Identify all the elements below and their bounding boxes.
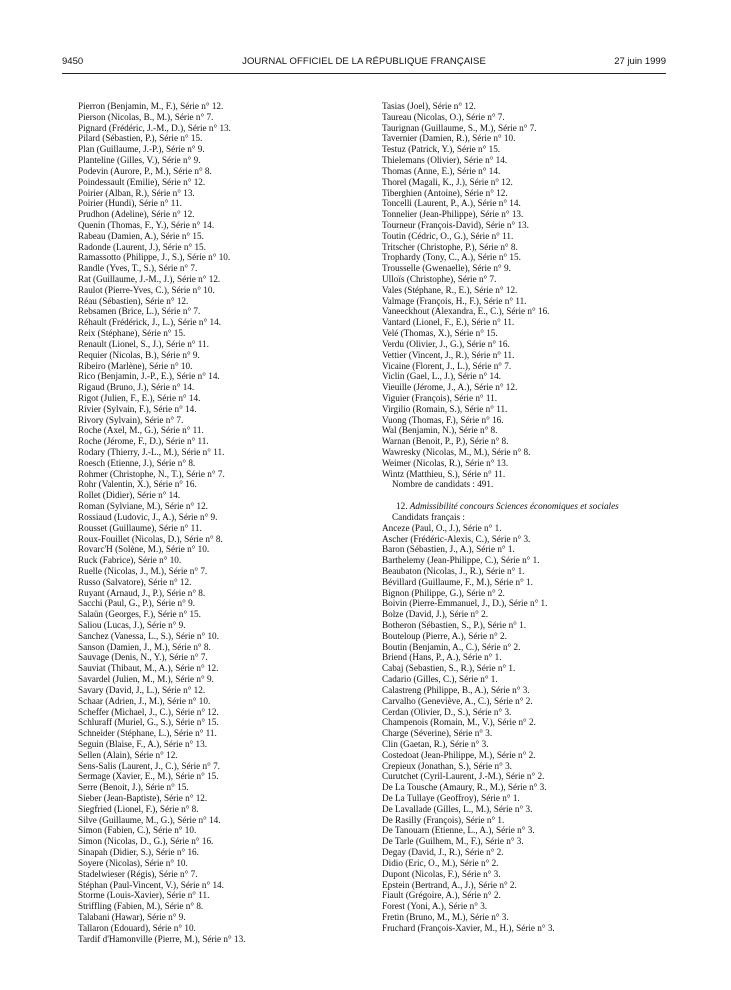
candidate-entry: Sauviat (Thibaut, M., A.), Série n° 12. bbox=[78, 663, 219, 674]
candidate-entry: Siegfried (Lionel, F.), Série n° 8. bbox=[78, 803, 199, 814]
candidate-entry: Degay (David, J., R.), Série n° 2. bbox=[382, 847, 504, 858]
candidate-entry: Didio (Eric, O., M.), Série n° 2. bbox=[382, 857, 499, 868]
left-column bbox=[78, 101, 354, 944]
candidate-entry: Ruelle (Nicolas, J., M.), Série n° 7. bbox=[78, 565, 208, 576]
candidate-entry: Rodary (Thierry, J.-L., M.), Série n° 11. bbox=[78, 447, 225, 457]
candidate-entry: Simon (Fabien, C.), Série n° 10. bbox=[78, 825, 197, 836]
candidate-entry: Quenin (Thomas, F., Y.), Série n° 14. bbox=[78, 219, 215, 230]
candidate-entry: Pilard (Sébastien, P.), Série n° 15. bbox=[78, 133, 203, 144]
candidate-entry: Toutin (Cédric, O., G.), Série n° 11. bbox=[382, 230, 514, 241]
candidate-entry: Planteline (Gilles, V.), Série n° 9. bbox=[78, 155, 201, 166]
candidate-entry: Vicaine (Florent, J., L.), Série n° 7. bbox=[382, 360, 512, 371]
candidate-entry: Pierron (Benjamin, M., F.), Série n° 12. bbox=[78, 101, 224, 111]
candidate-entry: Seguin (Blaise, F., A.), Série n° 13. bbox=[78, 738, 208, 749]
candidate-entry: Thielemans (Olivier), Série n° 14. bbox=[382, 155, 508, 166]
candidate-entry: Ulloïs (Christophe), Série n° 7. bbox=[382, 274, 497, 284]
candidate-entry: Roux-Fouillet (Nicolas, D.), Série n° 8. bbox=[78, 533, 223, 544]
candidate-entry: Pignard (Frédéric, J.-M., D.), Série n° 13. bbox=[78, 122, 231, 133]
candidate-entry: Roesch (Etienne, J.), Série n° 8. bbox=[78, 457, 196, 468]
candidate-entry: Sauvage (Denis, N., Y.), Série n° 7. bbox=[78, 652, 208, 663]
candidate-entry: Rat (Guillaume, J.-M., J.), Série n° 12. bbox=[78, 274, 221, 284]
candidate-entry: Viguier (François), Série n° 11. bbox=[382, 392, 498, 403]
candidate-entry: Tritscher (Christophe, P.), Série n° 8. bbox=[382, 241, 518, 252]
candidate-entry: Thomas (Anne, E.), Série n° 14. bbox=[382, 165, 501, 176]
candidate-entry: Sinapah (Didier, S.), Série n° 16. bbox=[78, 847, 199, 858]
candidate-entry: Ramassotto (Philippe, J., S.), Série n° 10. bbox=[78, 252, 231, 263]
candidate-entry: Vales (Stéphane, R., E.), Série n° 12. bbox=[382, 284, 518, 295]
section-title: Admissibilité concours Sciences économiques et sociales bbox=[409, 501, 619, 512]
candidate-entry: Bouteloup (Pierre, A.), Série n° 2. bbox=[382, 630, 507, 641]
candidate-entry: Testuz (Patrick, Y.), Série n° 15. bbox=[382, 144, 501, 155]
candidate-entry: Rabeau (Damien, A.), Série n° 15. bbox=[78, 230, 204, 241]
candidate-entry: Requier (Nicolas, B.), Série n° 9. bbox=[78, 349, 200, 360]
candidate-entry: Briend (Hans, P., A.), Série n° 1. bbox=[382, 652, 502, 663]
candidate-entry: Toncelli (Laurent, P., A.), Série n° 14. bbox=[382, 198, 521, 209]
candidate-entry: Thorel (Magali, K., J.), Série n° 12. bbox=[382, 176, 513, 187]
candidate-entry: Valmage (François, H., F.), Série n° 11. bbox=[382, 295, 527, 306]
candidate-entry: Rico (Benjamin, J.-P., E.), Série n° 14. bbox=[78, 371, 220, 382]
publication-date: 27 juin 1999 bbox=[614, 56, 666, 67]
candidate-entry: Cadario (Gilles, C.), Série n° 1. bbox=[382, 674, 498, 685]
candidate-entry: Calastreng (Philippe, B., A.), Série n° 3. bbox=[382, 684, 530, 695]
candidate-entry: Savary (David, J., L.), Série n° 12. bbox=[78, 684, 206, 695]
candidate-entry: Roman (Sylviane, M.), Série n° 12. bbox=[78, 501, 208, 512]
candidate-entry: Tavernier (Damien, R.), Série n° 10. bbox=[382, 133, 516, 144]
candidate-entry: Cabaj (Sebastien, S., R.), Série n° 1. bbox=[382, 663, 516, 674]
right-column-list-top bbox=[382, 101, 672, 479]
candidate-entry: Simon (Nicolas, D., G.), Série n° 16. bbox=[78, 836, 214, 847]
candidate-entry: Velé (Thomas, X.), Série n° 15. bbox=[382, 328, 498, 339]
candidate-entry: Trousselle (Gwenaelle), Série n° 9. bbox=[382, 263, 511, 274]
candidate-entry: Verdu (Olivier, J., G.), Série n° 16. bbox=[382, 338, 510, 349]
candidate-entry: Talabani (Hawar), Série n° 9. bbox=[78, 911, 186, 922]
candidate-entry: Serre (Benoit, J.), Série n° 15. bbox=[78, 782, 189, 793]
candidate-entry: Pierson (Nicolas, B., M.), Série n° 7. bbox=[78, 111, 214, 122]
candidate-entry: Vaneeckhout (Alexandra, E., C.), Série n° 16. bbox=[382, 306, 550, 317]
candidates-total: Nombre de candidats : 491. bbox=[392, 479, 494, 490]
candidate-entry: Scheffer (Michael, J., C.), Série n° 12. bbox=[78, 706, 219, 717]
candidate-entry: Vieuille (Jérome, J., A.), Série n° 12. bbox=[382, 382, 518, 393]
section-number: 12. bbox=[396, 501, 408, 512]
candidate-entry: Sacchi (Paul, G., P.), Série n° 9. bbox=[78, 598, 195, 609]
candidate-entry: Tallaron (Edouard), Série n° 10. bbox=[78, 922, 196, 933]
candidate-entry: Saliou (Lucas, J.), Série n° 9. bbox=[78, 620, 186, 630]
candidate-entry: Rivier (Sylvain, F.), Série n° 14. bbox=[78, 403, 197, 414]
candidate-entry: Bolze (David, J.), Série n° 2. bbox=[382, 609, 488, 620]
candidate-entry: Poirier (Hundi), Série n° 11. bbox=[78, 198, 182, 209]
candidate-entry: Rousset (Guillaume), Série n° 11. bbox=[78, 522, 202, 533]
candidate-entry: Baron (Sébastien, J., A.), Série n° 1. bbox=[382, 544, 515, 555]
candidate-entry: Randle (Yves, T., S.), Série n° 7. bbox=[78, 263, 198, 274]
candidate-entry: Russo (Salvatore), Série n° 12. bbox=[78, 576, 192, 587]
page-number: 9450 bbox=[62, 56, 84, 67]
candidate-entry: Wintz (Matthieu, S.), Série n° 11. bbox=[382, 468, 506, 479]
candidate-entry: De Tarle (Guilhem, M., F.), Série n° 3. bbox=[382, 836, 524, 847]
candidate-entry: Sanson (Damien, J., M.), Série n° 8. bbox=[78, 641, 211, 652]
candidate-entry: Trophardy (Tony, C., A.), Série n° 15. bbox=[382, 252, 521, 263]
candidate-entry: Schluraff (Muriel, G., S.), Série n° 15. bbox=[78, 717, 219, 728]
candidate-entry: Réhault (Frédérick, J., L.), Série n° 14. bbox=[78, 317, 221, 328]
candidate-entry: Cerdan (Olivier, D., S.), Série n° 3. bbox=[382, 706, 512, 717]
candidate-entry: Boutin (Benjamin, A., C.), Série n° 2. bbox=[382, 641, 521, 652]
candidate-entry: Tonnelier (Jean-Philippe), Série n° 13. bbox=[382, 209, 524, 220]
candidate-entry: Warnan (Benoit, P., P.), Série n° 8. bbox=[382, 436, 509, 447]
candidate-entry: De Tanouarn (Etienne, L., A.), Série n° 3. bbox=[382, 825, 535, 836]
candidate-entry: Renault (Lionel, S., J.), Série n° 11. bbox=[78, 338, 209, 349]
candidate-entry: Raulot (Pierre-Yves, C.), Série n° 10. bbox=[78, 284, 215, 295]
candidate-entry: Rohmer (Christophe, N., T.), Série n° 7. bbox=[78, 468, 225, 479]
candidate-entry: Epstein (Bertrand, A., J.), Série n° 2. bbox=[382, 879, 517, 890]
candidate-entry: Curutchet (Cyril-Laurent, J.-M.), Série n° 2. bbox=[382, 771, 545, 782]
candidate-entry: Ribeiro (Marlène), Série n° 10. bbox=[78, 360, 193, 371]
candidate-entry: Rivory (Sylvain), Série n° 7. bbox=[78, 414, 184, 425]
candidate-entry: Wawresky (Nicolas, M., M.), Série n° 8. bbox=[382, 447, 531, 457]
candidate-entry: Champenois (Romain, M., V.), Série n° 2. bbox=[382, 717, 536, 728]
candidate-entry: Wal (Benjamin, N.), Série n° 8. bbox=[382, 425, 498, 436]
candidate-entry: Bévillard (Guillaume, F., M.), Série n° 1. bbox=[382, 576, 533, 587]
candidate-entry: Savardel (Julien, M., M.), Série n° 9. bbox=[78, 674, 214, 685]
candidate-entry: Barthelemy (Jean-Philippe, C.), Série n° 1. bbox=[382, 555, 540, 566]
candidate-entry: Crepieux (Jonathan, S.), Série n° 3. bbox=[382, 760, 512, 771]
candidate-entry: Roche (Axel, M., G.), Série n° 11. bbox=[78, 425, 204, 436]
candidate-entry: Ascher (Frédéric-Alexis, C.), Série n° 3. bbox=[382, 533, 531, 544]
candidate-entry: Weimer (Nicolas, R.), Série n° 13. bbox=[382, 457, 509, 468]
section-heading bbox=[382, 501, 672, 512]
candidate-entry: Rohr (Valentin, X.), Série n° 16. bbox=[78, 479, 197, 490]
candidate-entry: Beaubaton (Nicolas, J., R.), Série n° 1. bbox=[382, 565, 525, 576]
candidate-entry: Bignon (Philippe, G.), Série n° 2. bbox=[382, 587, 505, 598]
candidate-entry: Salaün (Georges, F.), Série n° 15. bbox=[78, 609, 201, 620]
candidate-entry: Fretin (Bruno, M., M.), Série n° 3. bbox=[382, 911, 509, 922]
candidate-entry: Prudhon (Adeline), Série n° 12. bbox=[78, 209, 195, 220]
candidate-entry: Anceze (Paul, O., J.), Série n° 1. bbox=[382, 522, 502, 533]
candidate-entry: Taureau (Nicolas, O.), Série n° 7. bbox=[382, 111, 505, 122]
candidate-entry: Clin (Gaetan, R.), Série n° 3. bbox=[382, 738, 489, 749]
candidate-entry: Radonde (Laurent, J.), Série n° 15. bbox=[78, 241, 206, 252]
candidate-entry: Reix (Stéphane), Série n° 15. bbox=[78, 328, 186, 339]
candidate-entry: Rigaud (Bruno, J.), Série n° 14. bbox=[78, 382, 195, 393]
candidate-entry: Sanchez (Vanessa, L., S.), Série n° 10. bbox=[78, 630, 219, 641]
right-column bbox=[382, 101, 672, 934]
candidate-entry: Rossiaud (Ludovic, J., A.), Série n° 9. bbox=[78, 511, 218, 522]
page-header bbox=[62, 56, 666, 70]
candidate-entry: Ruyant (Arnaud, J., P.), Série n° 8. bbox=[78, 587, 206, 598]
candidate-entry: Fiault (Grégoire, A.), Série n° 2. bbox=[382, 890, 501, 901]
candidate-entry: Sens-Salis (Laurent, J., C.), Série n° 7. bbox=[78, 760, 220, 771]
candidate-entry: De La Tousche (Amaury, R., M.), Série n° 3. bbox=[382, 782, 547, 793]
candidate-entry: Carvalho (Geneviève, A., C.), Série n° 2. bbox=[382, 695, 533, 706]
candidate-entry: Botheron (Sébastien, S., P.), Série n° 1. bbox=[382, 620, 527, 630]
candidate-entry: Fruchard (François-Xavier, M., H.), Série n° 3. bbox=[382, 922, 555, 933]
candidate-entry: Viclin (Gael, L., J.), Série n° 14. bbox=[382, 371, 501, 382]
candidate-entry: Rebsamen (Brice, L.), Série n° 7. bbox=[78, 306, 201, 317]
candidate-entry: Ruck (Fabrice), Série n° 10. bbox=[78, 555, 182, 566]
candidate-entry: Dupont (Nicolas, F.), Série n° 3. bbox=[382, 868, 501, 879]
spacer bbox=[382, 490, 672, 501]
candidate-entry: Virgilio (Romain, S.), Série n° 11. bbox=[382, 403, 508, 414]
candidate-entry: Vuong (Thomas, F.), Série n° 16. bbox=[382, 414, 504, 425]
candidate-entry: Poirier (Alban, R.), Série n° 13. bbox=[78, 187, 195, 198]
candidate-entry: Stadelwieser (Régis), Série n° 7. bbox=[78, 868, 198, 879]
candidate-entry: Tiberghien (Antoine), Série n° 12. bbox=[382, 187, 508, 198]
journal-title: JOURNAL OFFICIEL DE LA RÉPUBLIQUE FRANÇAISE bbox=[242, 56, 486, 67]
candidate-entry: Vettier (Vincent, J., R.), Série n° 11. bbox=[382, 349, 515, 360]
candidate-entry: Schneider (Stéphane, L.), Série n° 11. bbox=[78, 728, 217, 739]
candidate-entry: De Lavallade (Gilles, L., M.), Série n° 3. bbox=[382, 803, 533, 814]
right-column-list-bottom bbox=[382, 523, 672, 934]
candidate-entry: Sermage (Xavier, E., M.), Série n° 15. bbox=[78, 771, 219, 782]
candidate-entry: De La Tullaye (Geoffroy), Série n° 1. bbox=[382, 793, 520, 803]
candidate-entry: Soyere (Nicolas), Série n° 10. bbox=[78, 857, 188, 868]
header-rule bbox=[62, 73, 666, 74]
candidate-entry: Rollet (Didier), Série n° 14. bbox=[78, 490, 181, 501]
candidate-entry: Réau (Sébastien), Série n° 12. bbox=[78, 295, 189, 306]
candidate-entry: Storme (Louis-Xavier), Série n° 11. bbox=[78, 890, 210, 901]
candidate-entry: Vantard (Lionel, F., E.), Série n° 11. bbox=[382, 317, 515, 328]
candidate-entry: Sieber (Jean-Baptiste), Série n° 12. bbox=[78, 793, 208, 803]
candidate-entry: Charge (Séverine), Série n° 3. bbox=[382, 728, 493, 739]
candidate-entry: Tourneur (François-David), Série n° 13. bbox=[382, 219, 529, 230]
candidate-entry: Rovarc'H (Solène, M.), Série n° 10. bbox=[78, 544, 210, 555]
candidate-entry: Stéphan (Paul-Vincent, V.), Série n° 14. bbox=[78, 879, 224, 890]
candidate-entry: Striffling (Fabien, M.), Série n° 8. bbox=[78, 901, 204, 912]
candidate-entry: Rigot (Julien, F., E.), Série n° 14. bbox=[78, 392, 201, 403]
candidate-entry: Sellen (Alain), Série n° 12. bbox=[78, 749, 178, 760]
candidate-entry: Poindessault (Emilie), Série n° 12. bbox=[78, 176, 206, 187]
candidate-entry: Tardif d'Hamonville (Pierre, M.), Série n° 13. bbox=[78, 933, 246, 944]
candidate-entry: Taurignan (Guillaume, S., M.), Série n° 7. bbox=[382, 122, 537, 133]
candidate-entry: Plan (Guillaume, J.-P.), Série n° 9. bbox=[78, 144, 205, 155]
candidate-entry: Podevin (Aurore, P., M.), Série n° 8. bbox=[78, 165, 212, 176]
candidates-heading: Candidats français : bbox=[392, 511, 465, 522]
candidate-entry: Schaar (Adrien, J., M.), Série n° 10. bbox=[78, 695, 211, 706]
candidate-entry: Forest (Yoni, A.), Série n° 3. bbox=[382, 901, 488, 912]
candidate-entry: Roche (Jérome, F., D.), Série n° 11. bbox=[78, 436, 209, 447]
candidate-entry: Costedoat (Jean-Philippe, M.), Série n° 2. bbox=[382, 749, 536, 760]
candidate-entry: Tasias (Joel), Série n° 12. bbox=[382, 101, 476, 111]
candidate-entry: De Rasilly (François), Série n° 1. bbox=[382, 814, 505, 825]
candidate-entry: Boivin (Pierre-Emmanuel, J., D.), Série n° 1. bbox=[382, 598, 548, 609]
candidate-entry: Silve (Guillaume, M., G.), Série n° 14. bbox=[78, 814, 221, 825]
